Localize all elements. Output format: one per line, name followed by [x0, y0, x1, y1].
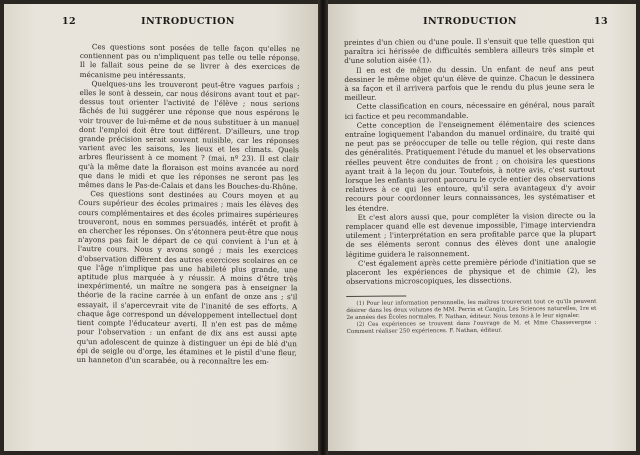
footnote: (2) Ces expériences se trouvent dans l'ouvrage de M. et Mme Chassevergne : Comment réaliser 250 expériences. F. Nathan, éditeur.	[346, 320, 597, 336]
footnote: (1) Pour leur information personnelle, les maîtres trouveront tout ce qu'ils peuvent désirer dans les deux volumes de MM. Perrin et Cangin, Les Sciences naturelles, 1re et 2e années des Écoles normales, F. Nathan, éditeur. Nous tenons à le leur signaler.	[346, 299, 597, 322]
right-header-title: INTRODUCTION	[423, 16, 517, 27]
left-body-text	[77, 42, 300, 366]
right-body-text	[344, 36, 597, 337]
right-page	[324, 4, 636, 451]
right-paragraph: Il en est de même du dessin. Un enfant de neuf ans peut dessiner le même objet qu'un élève de quinze. Chacun le dessinera à sa façon et il arrivera parfois que le rendu du plus jeune sera le meilleur.	[344, 63, 595, 103]
left-page-number: 12	[62, 16, 77, 27]
book-gutter	[318, 0, 328, 455]
left-paragraph: Ces questions sont destinées au Cours moyen et au Cours supérieur des écoles primaires ; mais les élèves des cours complémentaires et des écoles primaires supérieures trouveront, nous en sommes persuadés, intérêt et profit à en chercher les réponses. On s'étonnera peut-être que nous n'ayons pas fait le départ de ce qui convient à l'un et à l'autre cours. Nous y avons songé ; mais les exercices d'observation diffèrent des autres exercices scolaires en ce que l'âge n'implique pas une habileté plus grande, une aptitude plus marquée à y réussir. A moins d'être très inexpérimenté, un maître ne songera pas à enseigner la théorie de la racine carrée à un enfant de onze ans ; s'il essayait, il s'apercevrait vite de l'inanité de ses efforts. A chaque âge correspond un développement intellectuel dont tient compte l'éducateur averti. Il n'en est pas de même pour l'observation : un enfant de dix ans est aussi apte qu'un adolescent de quinze à distinguer un épi de blé d'un épi de seigle ou d'orge, les étamines et le pistil d'une fleur, un hanneton d'un scarabée, ou à reconnaître les em-	[76, 189, 299, 366]
right-paragraph: Cette classification en cours, nécessaire en général, nous paraît ici factice et peu recommandable.	[344, 100, 595, 121]
footnotes	[346, 299, 596, 336]
right-page-number: 13	[593, 16, 608, 27]
right-paragraph: preintes d'un chien ou d'une poule. Il s'ensuit que telle question qui paraîtra ici hérissée de difficultés semblera ailleurs très simple et d'une solution aisée (1).	[344, 35, 595, 66]
left-running-head	[4, 16, 322, 30]
right-paragraph: Cette conception de l'enseignement élémentaire des sciences entraîne logiquement l'abandon du manuel ordinaire, du traité qui ne peut pas se préoccuper de telle ou telle région, qui reste dans des généralités. Pratiquement l'étude du manuel et les observations réelles peuvent être conduites de front ; on choisira les questions ayant trait à la leçon du jour. Toutefois, à notre avis, c'est surtout lorsque les enfants auront parcouru le cycle entier des observations relatives à ce qui les entoure, qu'il sera avantageux d'y avoir recours pour coordonner leurs connaissances, les systématiser et les étendre.	[344, 118, 596, 213]
right-paragraph: Et c'est alors aussi que, pour compléter la vision directe ou la remplacer quand elle est devenue impossible, l'image interviendra utilement ; l'interprétation en sera profitable parce que la plupart de ses éléments seront connus des élèves dont une analogie légitime guidera le raisonnement.	[345, 210, 596, 259]
left-page	[4, 4, 322, 451]
left-header-title: INTRODUCTION	[141, 16, 235, 27]
left-paragraph: Quelques-uns les trouveront peut-être vagues parfois ; elles le sont à dessein, car nous désirons avant tout et par-dessus tout orienter l'activité de l'élève ; nous serions fâchés de lui suggérer une réponse que nous espérons le voir trouver de lui-même et de nous substituer à un manuel dont l'emploi doit être tout différent. D'ailleurs, une trop grande précision serait souvent nuisible, car les réponses varient avec les saisons, les lieux et les climats. Quels arbres fleurissent à ce moment ? (mai, nº 23). Il est clair qu'à la même date la floraison est moins avancée au nord que dans le midi et que les réponses ne seront pas les mêmes dans le Pas-de-Calais et dans les Bouches-du-Rhône.	[78, 78, 300, 192]
footnote-rule	[346, 296, 406, 298]
right-running-head	[324, 16, 636, 30]
right-paragraph: C'est également après cette première période d'initiation que se placeront les expériences de physique et de chimie (2), les observations microscopiques, les dissections.	[346, 256, 597, 287]
left-paragraph: Ces questions sont posées de telle façon qu'elles ne contiennent pas ou n'impliquent pas telle ou telle réponse. Il le fallait sous peine de se livrer à des exercices de mécanisme peu intéressants.	[79, 42, 300, 80]
